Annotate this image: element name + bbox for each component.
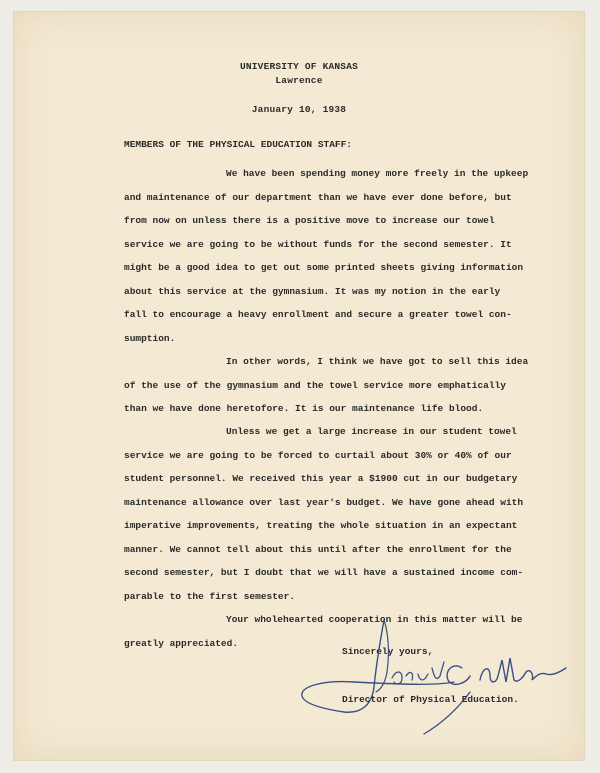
body-line: from now on unless there is a positive move to increase our towel: [124, 215, 495, 226]
body-line: than we have done heretofore. It is our maintenance life blood.: [124, 403, 484, 414]
body-line: might be a good idea to get out some printed sheets giving information: [124, 262, 524, 273]
body-line: imperative improvements, treating the whole situation in an expectant: [124, 520, 518, 531]
signer-title: Director of Physical Education.: [342, 694, 519, 705]
body-line: service we are going to be without funds for the second semester. It: [124, 238, 512, 250]
letterhead-university: UNIVERSITY OF KANSAS: [239, 61, 359, 72]
body-line: manner. We cannot tell about this until after the enrollment for the: [124, 543, 512, 555]
closing: Sincerely yours,: [342, 646, 434, 657]
paragraph-3: [124, 420, 534, 608]
paragraph-2: [124, 350, 534, 421]
body-line: student personnel. We received this year a $1900 cut in our budgetary: [124, 473, 518, 484]
letter-date: January 10, 1938: [251, 104, 347, 115]
body-line: and maintenance of our department than we have ever done before, but: [124, 191, 512, 203]
body-line: of the use of the gymnasium and the towel service more emphatically: [124, 379, 506, 391]
body-line: In other words, I think we have got to sell this idea: [226, 356, 529, 367]
body-line: parable to the first semester.: [124, 590, 296, 602]
letterhead-city: Lawrence: [275, 75, 323, 86]
body-line: We have been spending money more freely in the upkeep: [226, 168, 529, 179]
body-line: greatly appreciated.: [124, 637, 239, 649]
body-line: service we are going to be forced to curtail about 30% or 40% of our: [124, 449, 512, 461]
body-line: second semester, but I doubt that we will have a sustained income com-: [124, 567, 524, 578]
body-line: Your wholehearted cooperation in this matter will be: [226, 614, 523, 625]
letter-page: [14, 12, 584, 760]
paragraph-1: [124, 162, 534, 350]
handwritten-signature: [284, 612, 574, 742]
body-line: fall to encourage a heavy enrollment and secure a greater towel con-: [124, 309, 512, 320]
body-line: about this service at the gymnasium. It was my notion in the early: [124, 285, 501, 297]
body-line: maintenance allowance over last year's budget. We have gone ahead with: [124, 496, 524, 508]
salutation: MEMBERS OF THE PHYSICAL EDUCATION STAFF:: [124, 139, 353, 150]
body-line: Unless we get a large increase in our student towel: [226, 426, 517, 437]
body-line: sumption.: [124, 332, 176, 344]
